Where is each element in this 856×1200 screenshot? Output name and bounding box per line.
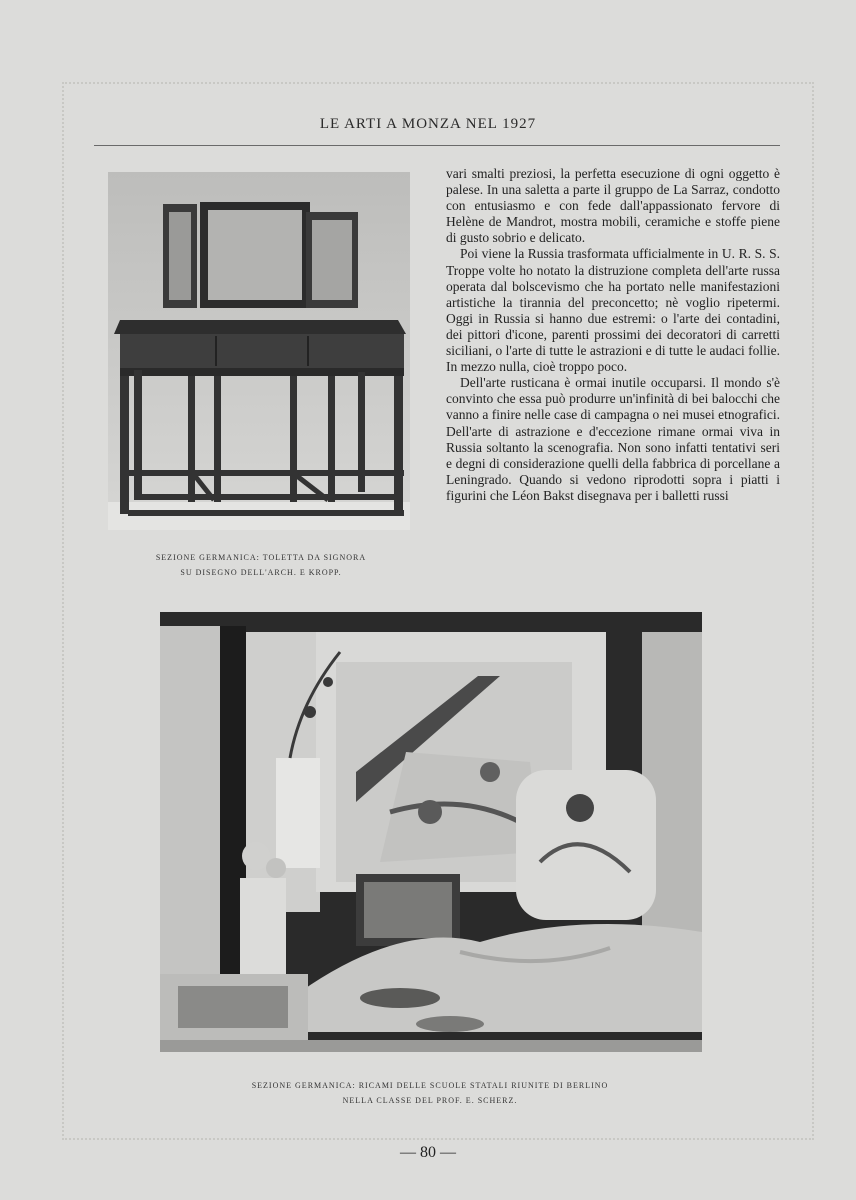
article-text-column	[446, 166, 780, 504]
caption-line: SEZIONE GERMANICA: RICAMI DELLE SCUOLE STATALI RIUNITE DI BERLINO	[251, 1081, 609, 1090]
figure-caption-bottom	[120, 1078, 740, 1108]
photo-embroidery-display	[160, 612, 702, 1052]
figure-caption-top	[108, 550, 414, 580]
caption-line: NELLA CLASSE DEL PROF. E. SCHERZ.	[342, 1096, 518, 1105]
running-header: LE ARTI A MONZA NEL 1927	[319, 116, 537, 132]
caption-line: SEZIONE GERMANICA: TOLETTA DA SIGNORA	[155, 553, 367, 562]
photo-dressing-table	[108, 172, 410, 530]
page-number: — 80 —	[400, 1144, 456, 1161]
header-rule	[94, 145, 780, 146]
paragraph: Dell'arte rusticana è ormai inutile occuparsi. Il mondo s'è convinto che essa può produrre un'infinità di bei balocchi che vanno a finire nelle case di campagna o nei musei etnografici. Dell'arte di astrazione e d'eccezione rimane ormai viva in Russia soltanto la scenografia. Non sono infatti tentativi seri e degni di considerazione quelli della fabbrica di porcellane a Leningrado. Quando si vedono riprodotti sopra i piatti i figurini che Léon Bakst disegnava per i balletti russi	[446, 375, 780, 503]
caption-line: SU DISEGNO DELL'ARCH. E KROPP.	[180, 568, 342, 577]
paragraph: Poi viene la Russia trasformata ufficialmente in U. R. S. S. Troppe volte ho notato la distruzione completa dell'arte russa operata dal bolscevismo che ha portato nelle manifestazioni artistiche la tirannia del preconcetto; nè voglio ripetermi. Oggi in Russia si hanno due estremi: o l'arte dei contadini, dei pittori d'icone, parenti prossimi dei decoratori di carretti siciliani, o l'arte di tutte le astrazioni e di tutte le audaci follie. In mezzo nulla, cioè troppo poco.	[446, 246, 780, 375]
paragraph: vari smalti preziosi, la perfetta esecuzione di ogni oggetto è palese. In una saletta a parte il gruppo de La Sarraz, condotto con entusiasmo e con fede dall'appassionato fervore di Helène de Mandrot, mostra mobili, ceramiche e stoffe piene di gusto sobrio e delicato.	[446, 166, 780, 246]
